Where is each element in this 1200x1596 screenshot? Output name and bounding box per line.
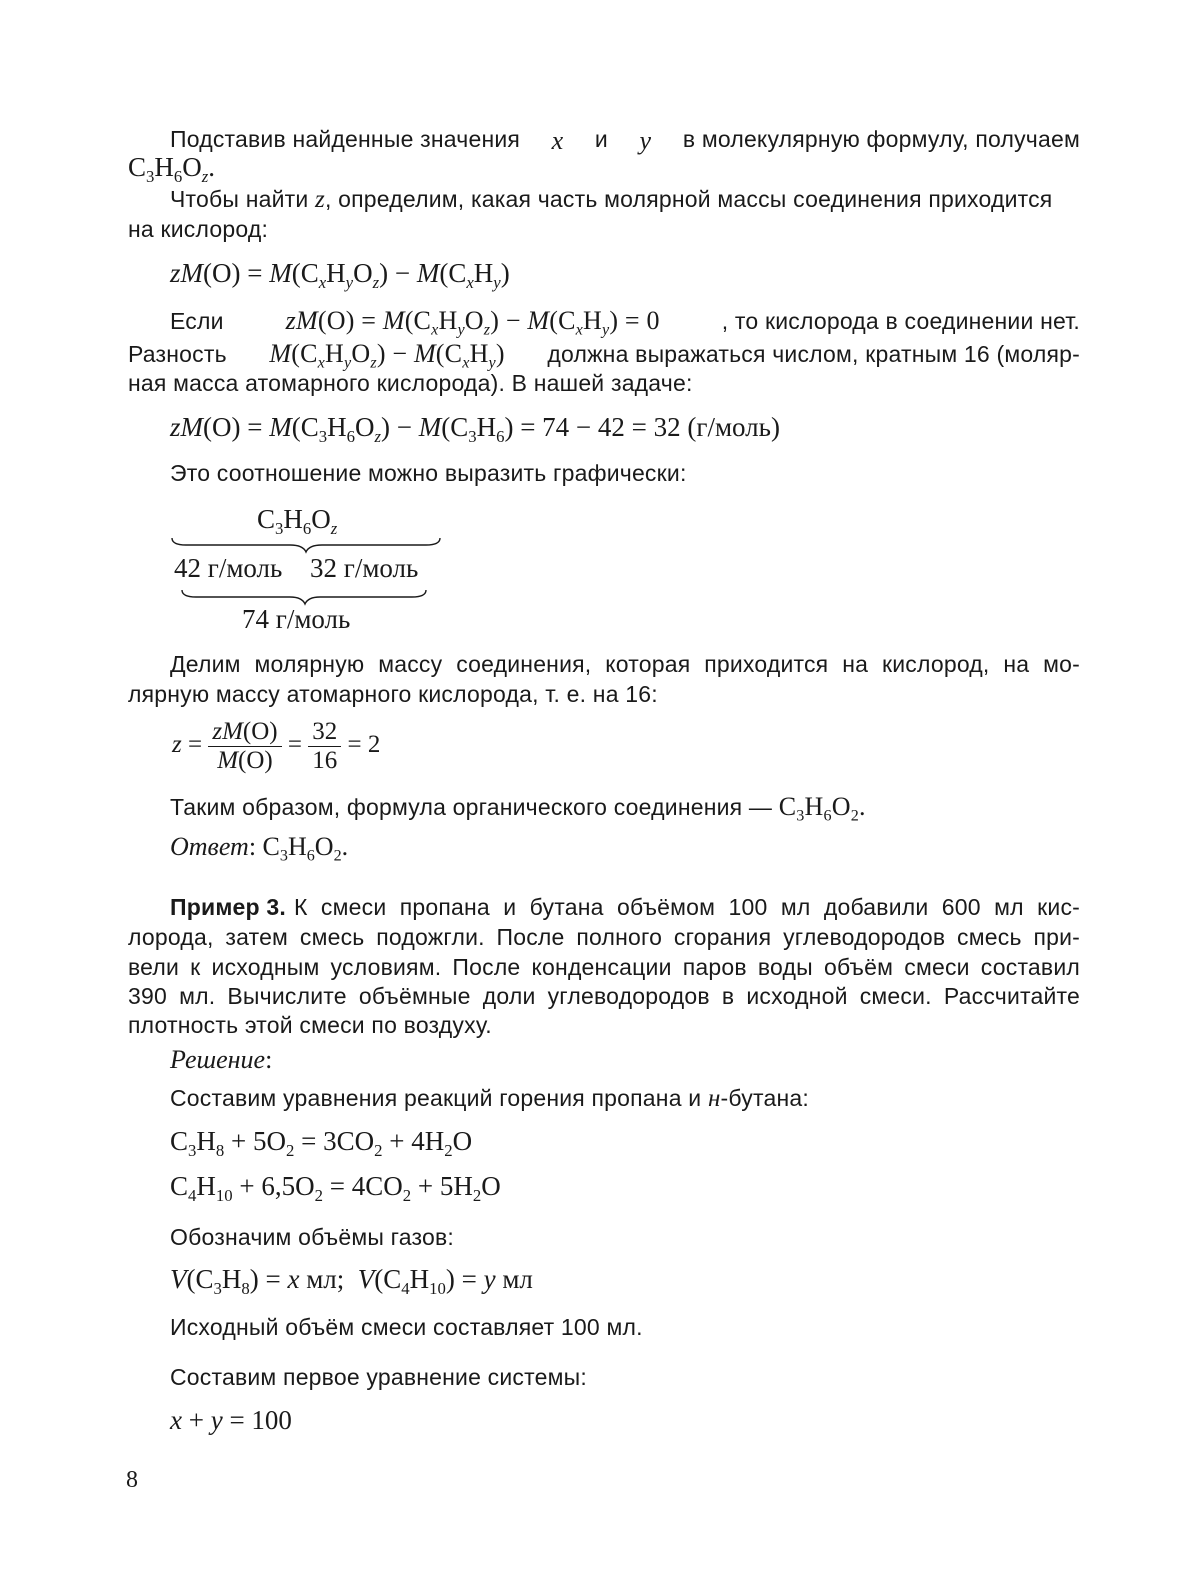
text: -бутана:: [720, 1085, 809, 1111]
equation: $zM(O) = M(C_xH_yO_z) - M(C_xH_y)$: [170, 258, 510, 292]
solution-line: Решение:: [170, 1045, 273, 1074]
text: , то кислорода в соединении нет.: [721, 308, 1080, 334]
paragraph-line: Составим первое уравнение системы:: [170, 1364, 587, 1390]
example-label: Пример 3.: [170, 894, 286, 920]
text: Подставив найденные значения: [170, 126, 521, 152]
text: 390 мл. Вычислите объёмные доли углеводородов в исходной смеси. Рассчитайте: [128, 983, 1080, 1009]
text: Делим молярную массу соединения, которая приходится на кислород, на мо-: [170, 651, 1080, 677]
text: К смеси пропана и бутана объёмом 100 мл добавили 600 мл кис-: [293, 894, 1080, 920]
equation-tail: = 74 − 42 = 32 (г/моль): [520, 412, 780, 442]
paragraph-line: [128, 954, 1080, 981]
fraction-equation: z = $\frac{zM(O)}{M(O)}$ = $\frac{32}{16}$ = 2: [172, 718, 381, 774]
paragraph-line: Это соотношение можно выразить графически:: [170, 460, 687, 486]
diagram-bottom-value: 74 г/моль: [242, 604, 351, 634]
text: Составим уравнения реакций горения пропана и: [170, 1085, 702, 1111]
paragraph-line: Если $zM(O) = M(C_xH_yO_z) - M(C_xH_y) = 0$ , то кислорода в соединении нет.: [170, 306, 1080, 339]
text: Чтобы найти: [170, 186, 309, 212]
paragraph-line: Исходный объём смеси составляет 100 мл.: [170, 1314, 643, 1340]
paragraph-line: [128, 924, 1080, 951]
paragraph-line: [170, 651, 1080, 678]
top-brace-icon: [170, 536, 442, 554]
reaction-equation: $C_4H_{10} + 6,5O_2 = 4CO_2 + 5H_2O$: [170, 1171, 501, 1205]
page-number: 8: [126, 1467, 138, 1493]
paragraph-line: Таким образом, формула органического соединения — $C_3H_6O_2$.: [170, 792, 866, 825]
paragraph-line: Чтобы найти z, определим, какая часть молярной массы соединения приходится: [170, 186, 1053, 213]
text: лорода, затем смесь подожгли. После полного сгорания углеводородов смесь при-: [128, 924, 1080, 950]
diagram-right-value: 32 г/моль: [310, 553, 419, 583]
diagram-left-value: 42 г/моль: [174, 553, 283, 583]
solution-label: Решение: [170, 1045, 266, 1074]
paragraph-line: Разность $M(C_xH_yO_z) - M(C_xH_y)$ должна выражаться числом, кратным 16 (моляр-: [128, 339, 1080, 372]
fraction: $\frac{zM(O)}{M(O)}$: [208, 718, 281, 775]
paragraph-line: на кислород:: [128, 216, 269, 242]
volume-equation: $V(C_3H_8) = x$ мл; $V(C_4H_{10}) = y$ мл: [170, 1264, 533, 1298]
paragraph-line: [170, 894, 1080, 921]
system-equation: x + y = 100: [170, 1405, 292, 1435]
answer-label: Ответ: [170, 832, 249, 861]
equation: $zM(O) = M(C_3H_6O_z) - M(C_3H_6) = 74 - 42 = 32$ (г/моль): [170, 412, 780, 446]
text: в молекулярную формулу, получаем: [682, 126, 1080, 152]
text: Разность: [128, 341, 227, 367]
paragraph-line: [128, 983, 1080, 1010]
text: , определим, какая часть молярной массы соединения приходится: [324, 186, 1053, 212]
text: должна выражаться числом, кратным 16 (моляр-: [547, 341, 1080, 367]
diagram-top-formula: $C_3H_6O_z$: [257, 504, 338, 538]
paragraph-line: Обозначим объёмы газов:: [170, 1224, 454, 1250]
fraction-result: = 2: [347, 731, 381, 759]
answer-line: Ответ: $C_3H_6O_2$.: [170, 832, 349, 865]
formula: $C_3H_6O_z$.: [128, 152, 216, 186]
paragraph-line: Составим уравнения реакций горения пропана и н-бутана:: [170, 1085, 809, 1112]
paragraph-line: плотность этой смеси по воздуху.: [128, 1012, 492, 1038]
reaction-equation: $C_3H_8 + 5O_2 = 3CO_2 + 4H_2O$: [170, 1126, 473, 1160]
text: вели к исходным условиям. После конденсации паров воды объём смеси составил: [128, 954, 1080, 980]
paragraph-line: лярную массу атомарного кислорода, т. е. на 16:: [128, 681, 658, 707]
fraction: $\frac{32}{16}$: [308, 718, 341, 775]
text: и: [594, 126, 608, 152]
text: Таким образом, формула органического соединения —: [170, 794, 773, 820]
text: Если: [170, 308, 224, 334]
paragraph-line: Подставив найденные значения x и y в молекулярную формулу, получаем: [170, 126, 1080, 155]
paragraph-line: ная масса атомарного кислорода). В нашей задаче:: [128, 370, 693, 396]
